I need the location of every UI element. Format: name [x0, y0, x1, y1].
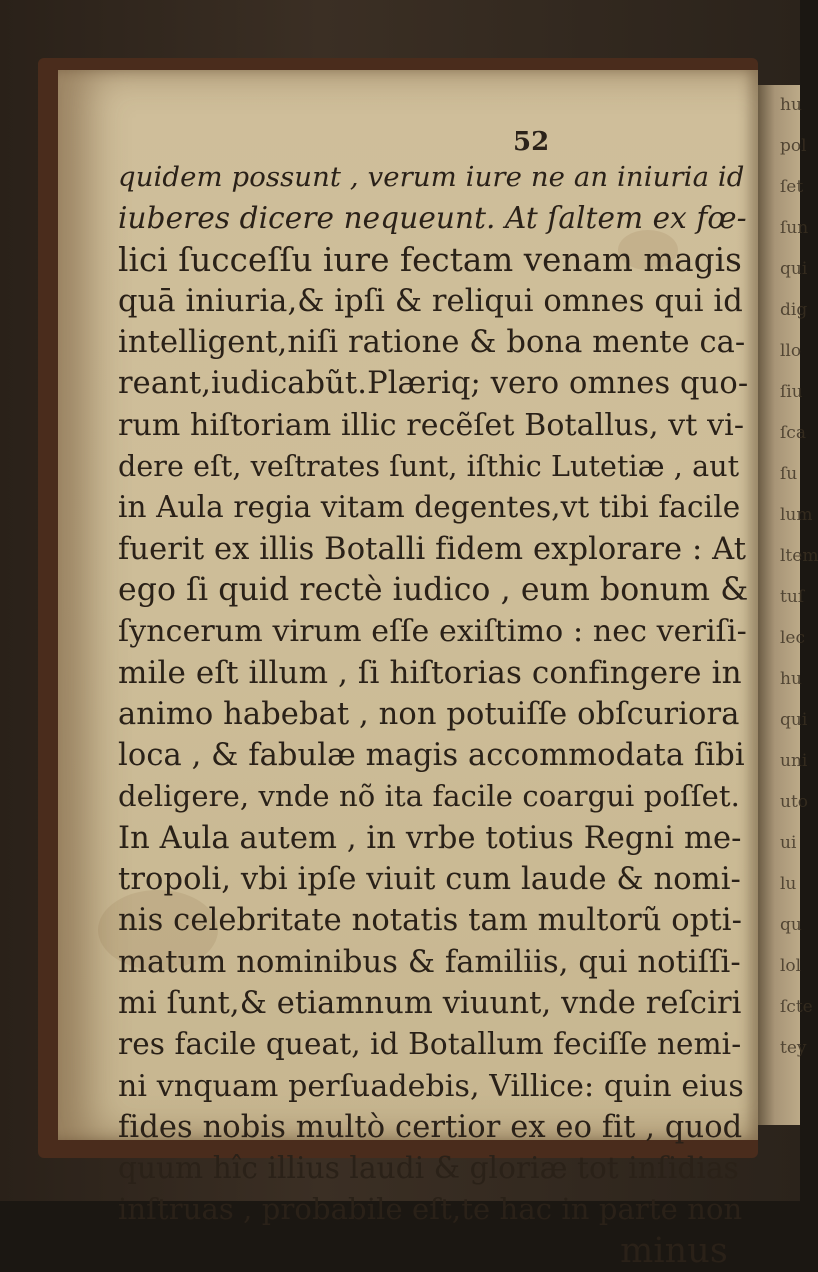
text-line: ſyncerum virum eſſe exiſtimo : nec veriſi- [118, 614, 747, 650]
text-line: nis celebritate notatis tam multorũ opti- [118, 903, 743, 939]
facing-page-edge [758, 85, 818, 1125]
facing-page-fragment: lu [780, 874, 797, 894]
text-line: inſtruas , probabile eſt,te hac in parte non [118, 1192, 743, 1227]
facing-page-fragment: ſun [780, 218, 809, 238]
facing-page-fragment: ui [780, 833, 797, 853]
facing-page-fragment: qui [780, 259, 808, 279]
facing-page-fragment: tuſ [780, 587, 805, 607]
facing-page-fragment: ſiu [780, 382, 803, 402]
facing-page-fragment: uni [780, 751, 808, 771]
catchword: minus [620, 1230, 728, 1271]
text-line: matum nominibus & familiis, qui notiſſi- [118, 944, 741, 980]
text-line: animo habebat , non potuiſſe obſcuriora [118, 696, 740, 732]
facing-page-fragment: lol [780, 956, 802, 976]
body-text [118, 157, 748, 1272]
text-line: deligere, vnde nõ ita facile coargui poſſet. [118, 779, 740, 814]
facing-page-fragment: ltem [780, 546, 818, 566]
text-line: quā iniuria,& ipſi & reliqui omnes qui id [118, 283, 743, 319]
facing-page-fragment: qui [780, 710, 808, 730]
text-line: loca , & fabulæ magis accommodata ſibi [118, 738, 745, 774]
facing-page-fragment: ſet [780, 177, 804, 197]
facing-page-fragment: ſca [780, 423, 806, 443]
text-line: fuerit ex illis Botalli fidem explorare : At [118, 531, 747, 567]
facing-page-fragment: ſcte [780, 997, 813, 1017]
text-line: tropoli, vbi ipſe viuit cum laude & nomi- [118, 862, 741, 898]
text-line: mi ſunt,& etiamnum viuunt, vnde reſciri [118, 985, 742, 1021]
text-line: ego ſi quid rectè iudico , eum bonum & [118, 571, 749, 608]
text-line: quidem possunt , verum iure ne an iniuria id [118, 161, 745, 193]
text-line: dere eſt, veſtrates ſunt, iſthic Lutetiæ , aut [118, 450, 740, 484]
text-line: ni vnquam perſuadebis, Villice: quin eius [118, 1068, 744, 1104]
facing-page-fragment: qu [780, 915, 802, 935]
text-line: res facile queat, id Botallum feciſſe nemi- [118, 1027, 742, 1062]
text-line: lici ſucceſſu iure fectam venam magis [118, 240, 742, 279]
text-line: intelligent,niſi ratione & bona mente ca- [118, 325, 746, 361]
facing-page-fragment: llo [780, 341, 802, 361]
facing-page-fragment: hu [780, 669, 802, 689]
text-line: In Aula autem , in vrbe totius Regni me- [118, 820, 742, 856]
facing-page-fragment: uto [780, 792, 809, 812]
facing-page-fragment: tey [780, 1038, 807, 1058]
text-line: reant,iudicabũt.Plæriq; vero omnes quo- [118, 366, 749, 402]
text-line: in Aula regia vitam degentes,vt tibi facile [118, 490, 741, 525]
facing-page-fragment: lum [780, 505, 813, 525]
facing-page-fragment: pol [780, 136, 807, 156]
facing-page-fragment: dig [780, 300, 808, 320]
text-line: fides nobis multò certior ex eo fit , quod [118, 1109, 743, 1145]
text-line: iuberes dicere nequeunt. At ſaltem ex fœ- [118, 201, 747, 236]
text-line: mile eſt illum , ſi hiſtorias confingere in [118, 654, 742, 691]
facing-page-fragment: ſu [780, 464, 798, 484]
facing-page-fragment: hu [780, 95, 802, 115]
text-line: quum hîc illius laudi & gloriæ tot inſidias [118, 1151, 739, 1186]
page-number: 52 [513, 127, 550, 157]
facing-page-fragment: lec [780, 628, 806, 648]
text-line: rum hiſtoriam illic recẽſet Botallus, vt vi- [118, 407, 745, 443]
